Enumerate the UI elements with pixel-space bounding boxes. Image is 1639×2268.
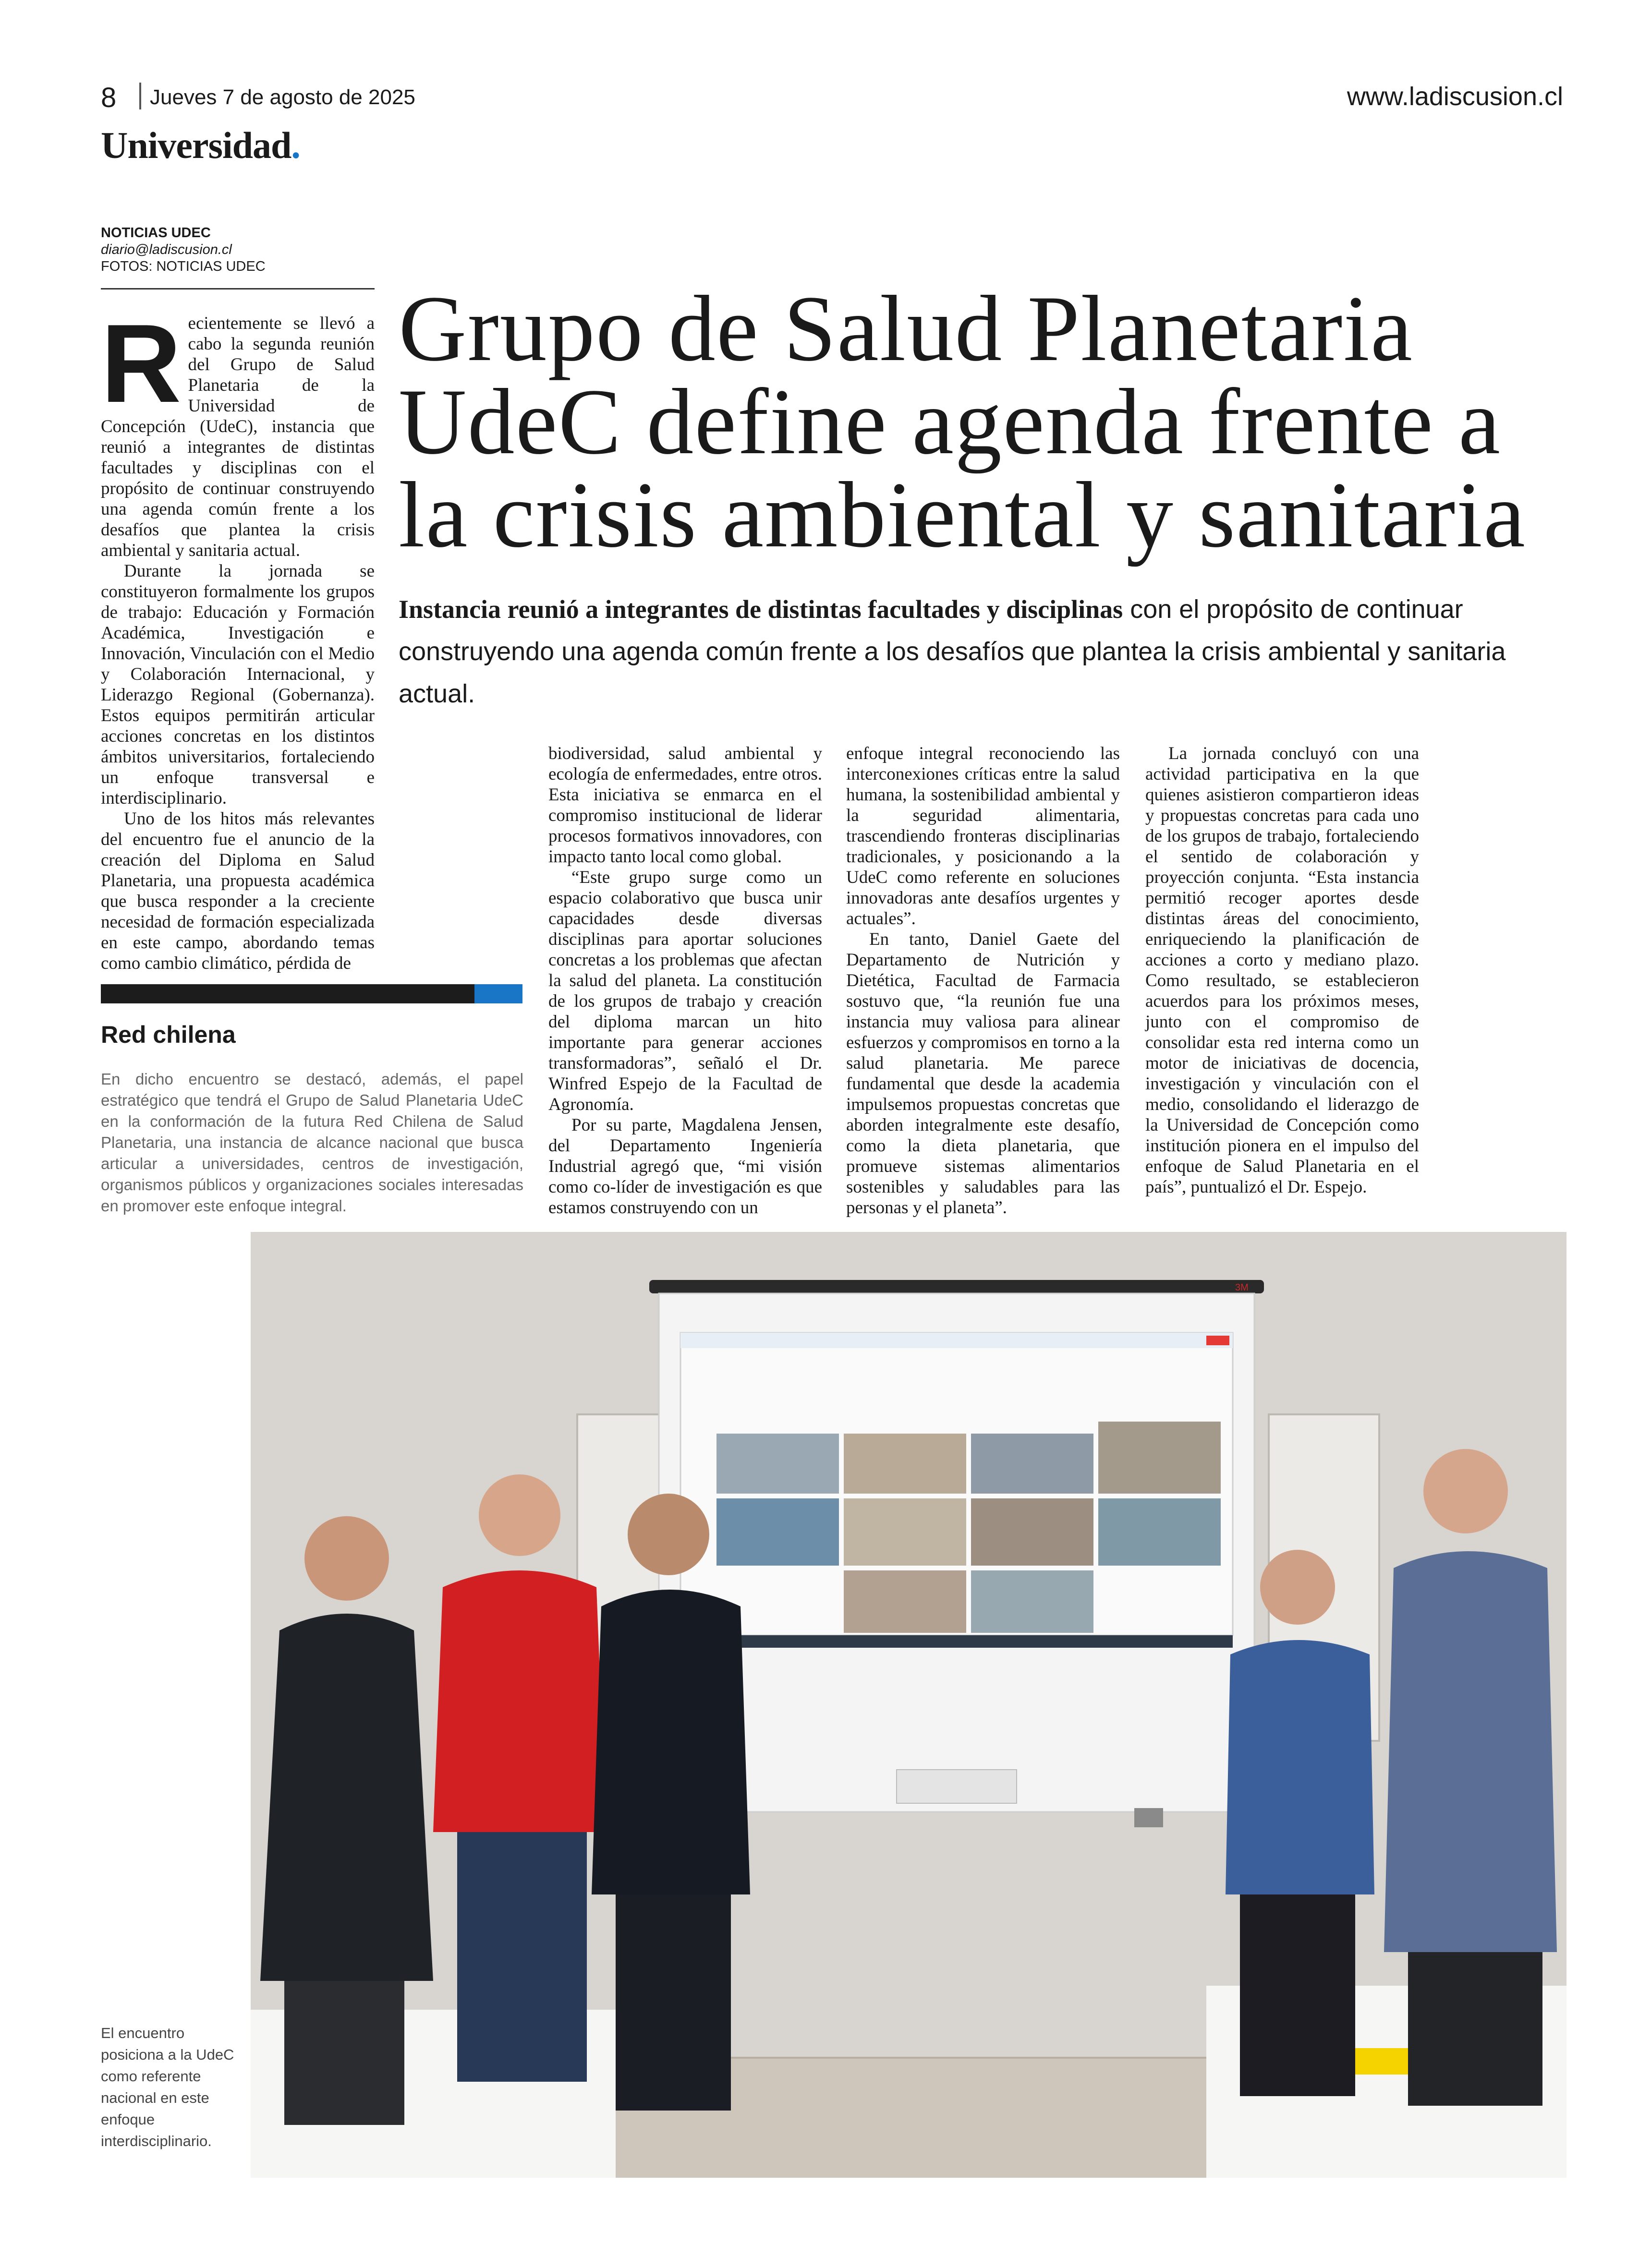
paragraph: La jornada concluyó con una actividad participativa en la que quienes asistieron compartieron ideas y propuestas concretas para cada uno de los grupos de trabajo, fortaleciendo el sentido de colaboración y proyección conjunta. “Esta instancia permitió recoger aportes desde distintas áreas del conocimiento, enriqueciendo la planificación de acciones a corto y mediano plazo. Como resultado, se establecieron acuerdos para los próximos meses, junto con el compromiso de consolidar esta red interna como un motor de iniciativas de docencia, investigación y vinculación con el medio, consolidando el liderazgo de la Universidad de Concepción como institución pionera en el impulso del enfoque de Salud Planetaria en el país”, puntualizó el Dr. Espejo.: [1145, 744, 1419, 1197]
paragraph: enfoque integral reconociendo las interconexiones críticas entre la salud humana, la sostenibilidad ambiental y la seguridad alimentaria, trascendiendo fronteras disciplinarias tradicionales, y posicionando a la UdeC como referente en soluciones innovadoras ante desafíos urgentes y actuales”.: [846, 744, 1120, 929]
article-column-3: [846, 743, 1120, 1218]
section-label: Universidad: [101, 124, 291, 166]
paragraph: Por su parte, Magdalena Jensen, del Departamento Ingeniería Industrial agregó que, “mi visión como co-líder de investigación es que estamos construyendo con un: [548, 1115, 822, 1218]
issue-date: Jueves 7 de agosto de 2025: [150, 85, 415, 109]
article-column-4: [1145, 743, 1419, 1197]
projector-brand: 3M: [1235, 1282, 1249, 1293]
headline: Grupo de Salud Planetaria UdeC define agenda frente a la crisis ambiental y sanitaria: [399, 277, 1526, 567]
section-dot: .: [291, 124, 300, 166]
byline: [101, 225, 375, 275]
sidebar-bar-dark: [101, 984, 474, 1003]
byline-source: NOTICIAS UDEC: [101, 225, 211, 241]
paragraph-text: ecientemente se llevó a cabo la segunda reunión del Grupo de Salud Planetaria de la Universidad de Concepción (UdeC), instancia que reunió a integrantes de distintas facultades y disciplinas con el propósito de continuar construyendo una agenda común frente a los desafíos que plantea la crisis ambiental y sanitaria actual.: [101, 314, 375, 560]
sidebar-text: En dicho encuentro se destacó, además, el papel estratégico que tendrá el Grupo de Salud Planetaria UdeC en la conformación de la futura Red Chilena de Salud Planetaria, una instancia de alcance nacional que busca articular a universidades, centros de investigación, organismos públicos y organizaciones sociales interesadas en promover este enfoque integral.: [101, 1070, 523, 1215]
byline-photos: FOTOS: NOTICIAS UDEC: [101, 259, 266, 274]
header-separator: [139, 83, 141, 109]
sidebar-title: Red chilena: [101, 1021, 236, 1048]
photo-caption: El encuentro posiciona a la UdeC como referente nacional en este enfoque interdisciplinario.: [101, 2025, 234, 2149]
byline-rule: [101, 288, 375, 290]
drop-cap: R: [101, 302, 182, 426]
paragraph: [101, 302, 375, 561]
paragraph: Durante la jornada se constituyeron formalmente los grupos de trabajo: Educación y Formación Académica, Investigación e Innovación, Vinculación con el Medio y Colaboración Internacional, y Liderazgo Regional (Gobernanza). Estos equipos permitirán articular acciones concretas en los distintos ámbitos universitarios, fortaleciendo un enfoque transversal e interdisciplinario.: [101, 561, 375, 808]
subhead-rest: con el propósito de continuar construyendo una agenda común frente a los desafíos que plantea la crisis ambiental y sanitaria actual.: [399, 595, 1506, 708]
paragraph: biodiversidad, salud ambiental y ecología de enfermedades, entre otros. Esta iniciativa se enmarca en el compromiso institucional de liderar procesos formativos innovadores, con impacto tanto local como global.: [548, 744, 822, 867]
subhead-lead: Instancia reunió a integrantes de distintas facultades y disciplinas: [399, 595, 1123, 624]
sidebar-bar-accent: [474, 984, 522, 1003]
paragraph: En tanto, Daniel Gaete del Departamento de Nutrición y Dietética, Facultad de Farmacia sostuvo que, “la reunión fue una instancia muy valiosa para alinear esfuerzos y compromisos en torno a la salud planetaria. Me parece fundamental que desde la academia impulsemos propuestas concretas que aborden integralmente este desafío, como la dieta planetaria, que promueve sistemas alimentarios sostenibles y saludables para las personas y el planeta”.: [846, 929, 1120, 1218]
group-photo: [251, 1232, 1566, 2178]
paragraph: “Este grupo surge como un espacio colaborativo que busca unir capacidades desde diversas disciplinas para aportar soluciones concretas a los problemas que afectan la salud del planeta. La constitución de los grupos de trabajo y creación del diploma marcan un hito importante para generar acciones transformadoras”, señaló el Dr. Winfred Espejo de la Facultad de Agronomía.: [548, 868, 822, 1114]
section-name: [101, 124, 300, 167]
subhead: [399, 588, 1570, 715]
article-column-1: [101, 302, 375, 974]
paragraph: Uno de los hitos más relevantes del encuentro fue el anuncio de la creación del Diploma en Salud Planetaria, una propuesta académica que busca responder a la creciente necesidad de formación especializada en este campo, abordando temas como cambio climático, pérdida de: [101, 809, 375, 973]
page-number: 8: [101, 82, 117, 113]
article-column-2: [548, 743, 822, 1218]
byline-email: diario@ladiscusion.cl: [101, 242, 232, 257]
site-url: www.ladiscusion.cl: [1347, 82, 1563, 111]
